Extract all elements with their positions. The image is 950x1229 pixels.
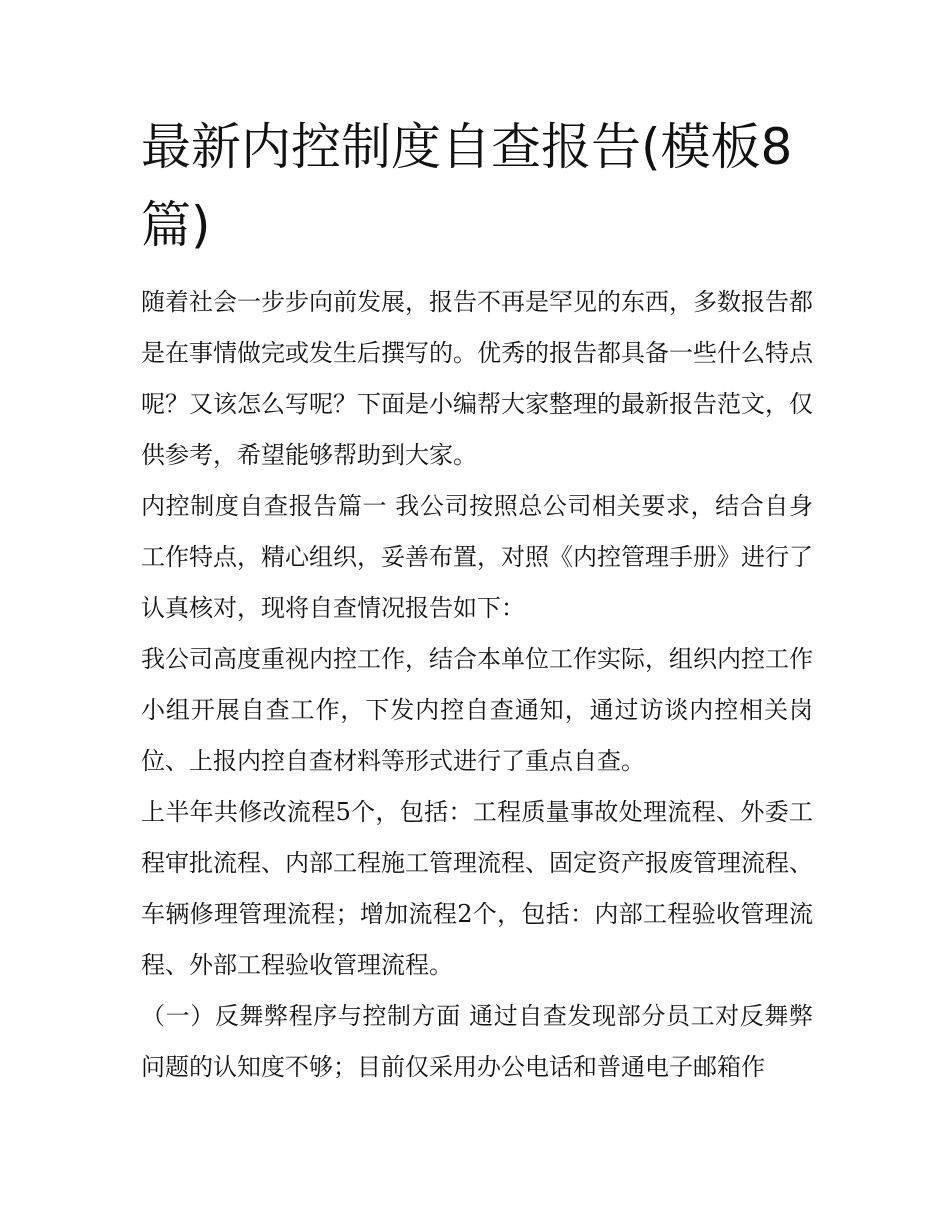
document-title: 最新内控制度自查报告(模板8篇) xyxy=(141,118,793,254)
paragraph-report-one: 内控制度自查报告篇一 我公司按照总公司相关要求，结合自身工作特点，精心组织，妥善布置，对照《内控管理手册》进行了认真核对，现将自查情况报告如下： xyxy=(141,492,813,622)
paragraph-anti-fraud: （一）反舞弊程序与控制方面 通过自查发现部分员工对反舞弊问题的认知度不够；目前仅采用办公电话和普通电子邮箱作 xyxy=(141,1002,813,1081)
paragraph-intro: 随着社会一步步向前发展，报告不再是罕见的东西，多数报告都是在事情做完或发生后撰写的。优秀的报告都具备一些什么特点呢？又该怎么写呢？下面是小编帮大家整理的最新报告范文，仅供参考，希望能够帮助到大家。 xyxy=(141,288,813,469)
paragraph-self-inspection: 我公司高度重视内控工作，结合本单位工作实际，组织内控工作小组开展自查工作，下发内控自查通知，通过访谈内控相关岗位、上报内控自查材料等形式进行了重点自查。 xyxy=(141,645,813,775)
paragraph-process-changes: 上半年共修改流程5个，包括：工程质量事故处理流程、外委工程审批流程、内部工程施工管理流程、固定资产报废管理流程、车辆修理管理流程；增加流程2个，包括：内部工程验收管理流程、外部工程验收管理流程。 xyxy=(141,798,813,979)
document-body xyxy=(141,277,813,1093)
